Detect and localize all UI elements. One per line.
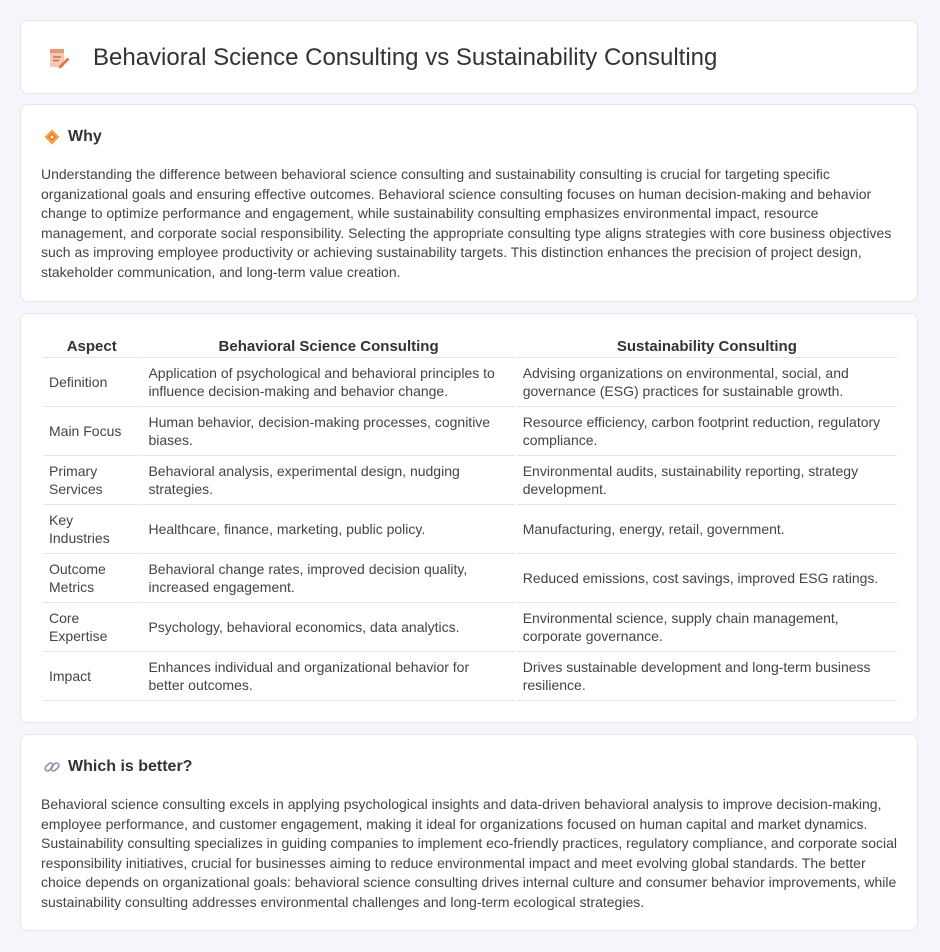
row-sustainability: Manufacturing, energy, retail, government. [517,505,897,554]
better-heading-row [43,757,192,777]
table-row [43,652,897,701]
row-sustainability: Environmental science, supply chain management, corporate governance. [517,603,897,652]
table-row [43,603,897,652]
row-sustainability: Reduced emissions, cost savings, improved ESG ratings. [517,554,897,603]
table-row [43,456,897,505]
row-sustainability: Environmental audits, sustainability reporting, strategy development. [517,456,897,505]
header-sustainability: Sustainability Consulting [517,335,897,358]
header-aspect: Aspect [43,335,140,358]
row-behavioral: Healthcare, finance, marketing, public policy. [142,505,514,554]
header-behavioral: Behavioral Science Consulting [142,335,514,358]
row-behavioral: Application of psychological and behavioral principles to influence decision-making and behavior change. [142,358,514,407]
diamond-icon [43,128,61,146]
why-section [20,104,918,302]
better-heading: Which is better? [68,758,193,775]
why-text: Understanding the difference between behavioral science consulting and sustainability consulting is crucial for targeting specific organizational goals and ensuring effective outcomes. Behavioral science consulting focuses on human decision-making and behavior change to optimize performance and engagement, while sustainability consulting emphasizes environmental impact, resource management, and corporate social responsibility. Selecting the appropriate consulting type aligns strategies with core business objectives such as improving employee productivity or achieving sustainability targets. This distinction enhances the precision of project design, stakeholder communication, and long-term value creation. [41,166,892,280]
which-better-section [20,734,918,931]
row-aspect: Definition [43,358,140,407]
row-behavioral: Human behavior, decision-making processes, cognitive biases. [142,407,514,456]
row-sustainability: Drives sustainable development and long-term business resilience. [517,652,897,701]
table-row [43,358,897,407]
table-row [43,554,897,603]
row-aspect: Impact [43,652,140,701]
title-card [20,20,918,94]
row-behavioral: Psychology, behavioral economics, data analytics. [142,603,514,652]
row-sustainability: Resource efficiency, carbon footprint reduction, regulatory compliance. [517,407,897,456]
row-behavioral: Behavioral analysis, experimental design, nudging strategies. [142,456,514,505]
why-heading: Why [68,128,102,145]
table-header-row [43,335,897,358]
row-aspect: Outcome Metrics [43,554,140,603]
row-aspect: Primary Services [43,456,140,505]
link-icon [43,758,61,776]
table-row [43,407,897,456]
row-aspect: Main Focus [43,407,140,456]
row-aspect: Key Industries [43,505,140,554]
row-aspect: Core Expertise [43,603,140,652]
why-heading-row [43,127,102,147]
better-text: Behavioral science consulting excels in applying psychological insights and data-driven behavioral analysis to improve decision-making, employee performance, and customer engagement, making it ideal for organizations focused on human capital and market dynamics. Sustainability consulting specializes in guiding companies to implement eco-friendly practices, regulatory compliance, and corporate social responsibility initiatives, crucial for businesses aiming to reduce environmental impact and meet evolving global standards. The better choice depends on organizational goals: behavioral science consulting drives internal culture and consumer behavior improvements, while sustainability consulting addresses environmental challenges and long-term ecological strategies. [41,796,897,910]
row-behavioral: Behavioral change rates, improved decision quality, increased engagement. [142,554,514,603]
comparison-card [20,313,918,723]
table-row [43,505,897,554]
document-pen-icon [47,46,71,70]
comparison-table [41,335,899,701]
row-behavioral: Enhances individual and organizational behavior for better outcomes. [142,652,514,701]
page-title: Behavioral Science Consulting vs Sustainability Consulting [93,44,718,71]
row-sustainability: Advising organizations on environmental, social, and governance (ESG) practices for sustainable growth. [517,358,897,407]
